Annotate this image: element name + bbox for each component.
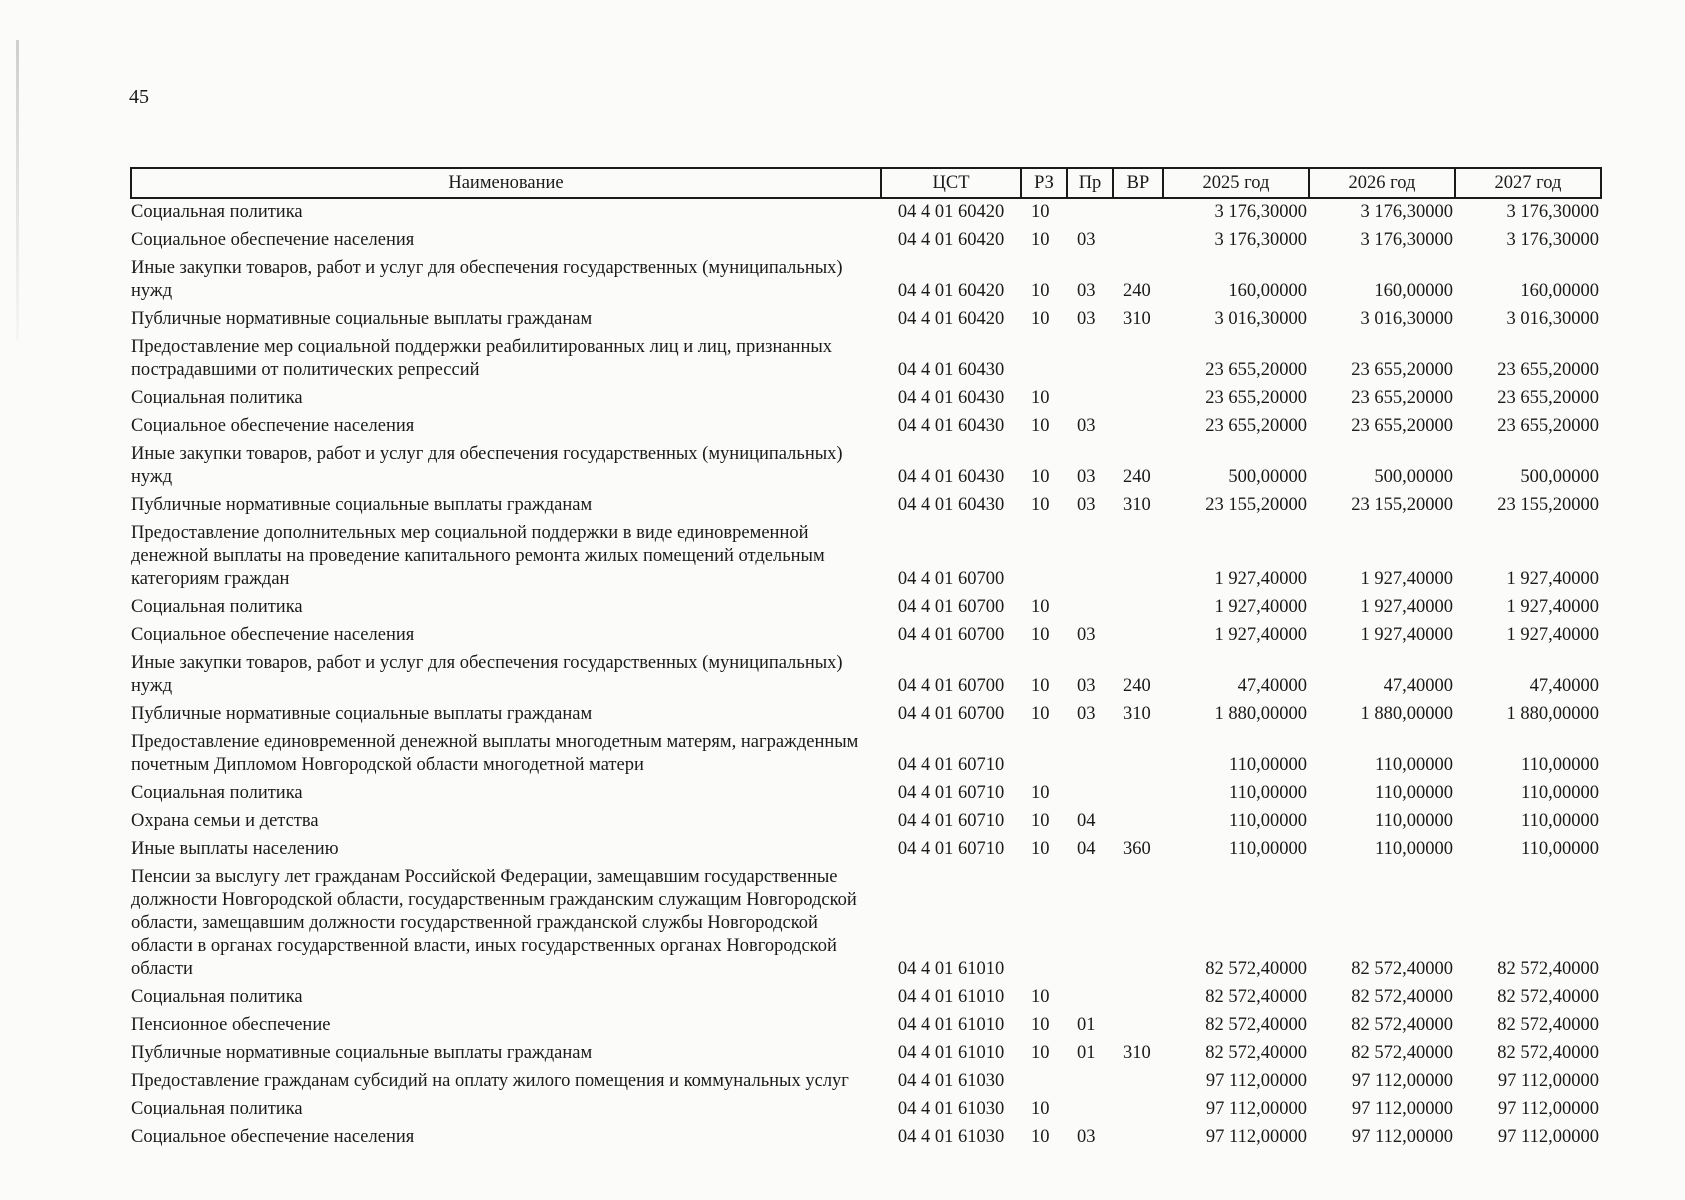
header-2027: 2027 год bbox=[1455, 168, 1601, 198]
row-vr bbox=[1113, 385, 1163, 413]
table-row bbox=[131, 594, 1601, 622]
row-pr bbox=[1067, 198, 1113, 227]
row-cst: 04 4 01 61010 bbox=[897, 959, 1005, 979]
row-vr: 310 bbox=[1123, 1043, 1151, 1063]
header-cst: ЦСТ bbox=[881, 168, 1021, 198]
row-cst: 04 4 01 60430 bbox=[897, 416, 1005, 436]
row-value-2026: 23 655,20000 bbox=[1351, 388, 1453, 408]
row-value-2025: 82 572,40000 bbox=[1205, 1043, 1307, 1063]
row-value-2025: 3 176,30000 bbox=[1214, 230, 1307, 250]
row-rz: 10 bbox=[1031, 416, 1050, 436]
row-cst: 04 4 01 60420 bbox=[897, 309, 1005, 329]
row-vr bbox=[1113, 334, 1163, 385]
row-rz: 10 bbox=[1031, 1127, 1050, 1147]
row-cst: 04 4 01 60700 bbox=[897, 676, 1005, 696]
row-rz: 10 bbox=[1031, 625, 1050, 645]
row-cst: 04 4 01 60430 bbox=[897, 467, 1005, 487]
row-vr: 310 bbox=[1123, 495, 1151, 515]
budget-table bbox=[130, 167, 1602, 1152]
row-cst: 04 4 01 61030 bbox=[897, 1071, 1005, 1091]
row-value-2025: 1 927,40000 bbox=[1214, 569, 1307, 589]
row-value-2026: 82 572,40000 bbox=[1351, 987, 1453, 1007]
row-vr bbox=[1113, 864, 1163, 984]
header-rz: РЗ bbox=[1021, 168, 1067, 198]
row-pr: 01 bbox=[1077, 1043, 1096, 1063]
row-name: Предоставление мер социальной поддержки реабилитированных лиц и лиц, признанных пострадавшими от политических репрессий bbox=[131, 337, 833, 380]
table-row bbox=[131, 441, 1601, 492]
row-vr bbox=[1113, 227, 1163, 255]
row-value-2025: 500,00000 bbox=[1228, 467, 1307, 487]
row-value-2025: 23 155,20000 bbox=[1205, 495, 1307, 515]
table-row bbox=[131, 255, 1601, 306]
row-pr: 04 bbox=[1077, 811, 1096, 831]
row-cst: 04 4 01 60420 bbox=[897, 230, 1005, 250]
row-value-2025: 82 572,40000 bbox=[1205, 1015, 1307, 1035]
row-pr: 03 bbox=[1077, 230, 1096, 250]
row-value-2027: 82 572,40000 bbox=[1497, 1015, 1599, 1035]
row-rz: 10 bbox=[1031, 495, 1050, 515]
row-value-2025: 1 880,00000 bbox=[1214, 704, 1307, 724]
row-vr: 240 bbox=[1123, 281, 1151, 301]
row-value-2027: 97 112,00000 bbox=[1497, 1099, 1599, 1119]
row-pr: 03 bbox=[1077, 495, 1096, 515]
table-row bbox=[131, 1068, 1601, 1096]
row-pr: 03 bbox=[1077, 416, 1096, 436]
row-value-2026: 1 927,40000 bbox=[1360, 597, 1453, 617]
row-value-2026: 1 927,40000 bbox=[1360, 569, 1453, 589]
row-name: Иные закупки товаров, работ и услуг для обеспечения государственных (муниципальных) нужд bbox=[131, 258, 843, 301]
row-value-2027: 1 880,00000 bbox=[1506, 704, 1599, 724]
table-row bbox=[131, 1040, 1601, 1068]
row-value-2025: 23 655,20000 bbox=[1205, 388, 1307, 408]
row-pr bbox=[1067, 984, 1113, 1012]
row-value-2026: 500,00000 bbox=[1374, 467, 1453, 487]
row-rz: 10 bbox=[1031, 1099, 1050, 1119]
row-name: Предоставление дополнительных мер социальной поддержки в виде единовременной денежной выплаты на проведение капитального ремонта жилых помещений отдельным категориям граждан bbox=[131, 523, 825, 589]
row-rz: 10 bbox=[1031, 230, 1050, 250]
row-name: Социальная политика bbox=[131, 987, 303, 1007]
row-vr bbox=[1113, 594, 1163, 622]
row-rz: 10 bbox=[1031, 839, 1050, 859]
row-value-2025: 160,00000 bbox=[1228, 281, 1307, 301]
header-2026: 2026 год bbox=[1309, 168, 1455, 198]
header-name: Наименование bbox=[131, 168, 881, 198]
table-row bbox=[131, 1096, 1601, 1124]
row-vr: 310 bbox=[1123, 704, 1151, 724]
row-value-2026: 1 880,00000 bbox=[1360, 704, 1453, 724]
row-name: Социальная политика bbox=[131, 597, 303, 617]
row-vr bbox=[1113, 729, 1163, 780]
row-cst: 04 4 01 60430 bbox=[897, 495, 1005, 515]
row-value-2025: 23 655,20000 bbox=[1205, 416, 1307, 436]
row-value-2026: 82 572,40000 bbox=[1351, 959, 1453, 979]
row-value-2027: 3 176,30000 bbox=[1506, 230, 1599, 250]
row-rz: 10 bbox=[1031, 1015, 1050, 1035]
row-rz: 10 bbox=[1031, 467, 1050, 487]
table-row bbox=[131, 836, 1601, 864]
row-pr: 03 bbox=[1077, 467, 1096, 487]
row-value-2025: 97 112,00000 bbox=[1205, 1099, 1307, 1119]
row-name: Публичные нормативные социальные выплаты гражданам bbox=[131, 1043, 593, 1063]
row-pr: 03 bbox=[1077, 309, 1096, 329]
row-value-2026: 82 572,40000 bbox=[1351, 1043, 1453, 1063]
table-row bbox=[131, 385, 1601, 413]
row-value-2026: 3 176,30000 bbox=[1360, 202, 1453, 222]
row-value-2027: 23 655,20000 bbox=[1497, 388, 1599, 408]
row-cst: 04 4 01 60420 bbox=[897, 281, 1005, 301]
row-vr bbox=[1113, 413, 1163, 441]
row-value-2027: 160,00000 bbox=[1520, 281, 1599, 301]
row-cst: 04 4 01 60700 bbox=[897, 704, 1005, 724]
row-vr: 240 bbox=[1123, 676, 1151, 696]
row-rz: 10 bbox=[1031, 597, 1050, 617]
row-vr bbox=[1113, 1096, 1163, 1124]
row-name: Социальное обеспечение населения bbox=[131, 230, 415, 250]
row-value-2026: 97 112,00000 bbox=[1351, 1127, 1453, 1147]
row-name: Социальное обеспечение населения bbox=[131, 1127, 415, 1147]
table-row bbox=[131, 808, 1601, 836]
row-value-2026: 97 112,00000 bbox=[1351, 1099, 1453, 1119]
row-pr: 03 bbox=[1077, 676, 1096, 696]
row-value-2025: 1 927,40000 bbox=[1214, 597, 1307, 617]
row-pr bbox=[1067, 729, 1113, 780]
row-pr bbox=[1067, 594, 1113, 622]
row-value-2027: 23 655,20000 bbox=[1497, 416, 1599, 436]
row-rz bbox=[1021, 729, 1067, 780]
row-value-2025: 110,00000 bbox=[1229, 755, 1307, 775]
row-rz: 10 bbox=[1031, 1043, 1050, 1063]
row-value-2026: 23 655,20000 bbox=[1351, 360, 1453, 380]
table-row bbox=[131, 306, 1601, 334]
row-value-2025: 47,40000 bbox=[1237, 676, 1307, 696]
row-value-2025: 23 655,20000 bbox=[1205, 360, 1307, 380]
page-number: 45 bbox=[129, 86, 149, 108]
row-vr: 310 bbox=[1123, 309, 1151, 329]
row-name: Пенсии за выслугу лет гражданам Российской Федерации, замещавшим государственные должности Новгородской области, государственным гражданским служащим Новгородской области, замещавшим должности государственной гражданской службы Новгородской области в органах государственной власти, иных государственных органах Новгородской области bbox=[131, 867, 857, 979]
table-row bbox=[131, 650, 1601, 701]
table-header bbox=[131, 168, 1601, 198]
row-pr bbox=[1067, 780, 1113, 808]
row-name: Социальная политика bbox=[131, 783, 303, 803]
row-value-2027: 82 572,40000 bbox=[1497, 1043, 1599, 1063]
table-row bbox=[131, 227, 1601, 255]
row-value-2026: 110,00000 bbox=[1375, 811, 1453, 831]
row-value-2027: 1 927,40000 bbox=[1506, 569, 1599, 589]
row-value-2025: 82 572,40000 bbox=[1205, 959, 1307, 979]
table-row bbox=[131, 622, 1601, 650]
row-rz: 10 bbox=[1031, 202, 1050, 222]
row-pr: 01 bbox=[1077, 1015, 1096, 1035]
row-value-2025: 3 176,30000 bbox=[1214, 202, 1307, 222]
row-cst: 04 4 01 60710 bbox=[897, 783, 1005, 803]
row-cst: 04 4 01 60700 bbox=[897, 625, 1005, 645]
row-name: Социальная политика bbox=[131, 388, 303, 408]
row-rz bbox=[1021, 864, 1067, 984]
row-value-2025: 110,00000 bbox=[1229, 839, 1307, 859]
row-vr bbox=[1113, 622, 1163, 650]
row-cst: 04 4 01 60700 bbox=[897, 597, 1005, 617]
row-value-2026: 47,40000 bbox=[1383, 676, 1453, 696]
row-name: Иные выплаты населению bbox=[131, 839, 339, 859]
row-cst: 04 4 01 61010 bbox=[897, 987, 1005, 1007]
table-row bbox=[131, 520, 1601, 594]
row-name: Социальная политика bbox=[131, 1099, 303, 1119]
row-pr bbox=[1067, 1068, 1113, 1096]
row-rz: 10 bbox=[1031, 704, 1050, 724]
row-name: Публичные нормативные социальные выплаты гражданам bbox=[131, 309, 593, 329]
row-vr bbox=[1113, 1012, 1163, 1040]
row-value-2027: 82 572,40000 bbox=[1497, 987, 1599, 1007]
row-value-2025: 1 927,40000 bbox=[1214, 625, 1307, 645]
row-value-2025: 110,00000 bbox=[1229, 811, 1307, 831]
row-pr: 04 bbox=[1077, 839, 1096, 859]
row-value-2027: 3 176,30000 bbox=[1506, 202, 1599, 222]
row-value-2026: 3 176,30000 bbox=[1360, 230, 1453, 250]
row-rz: 10 bbox=[1031, 309, 1050, 329]
row-value-2025: 3 016,30000 bbox=[1214, 309, 1307, 329]
row-vr bbox=[1113, 198, 1163, 227]
row-pr bbox=[1067, 1096, 1113, 1124]
row-vr bbox=[1113, 780, 1163, 808]
row-pr: 03 bbox=[1077, 1127, 1096, 1147]
row-rz: 10 bbox=[1031, 676, 1050, 696]
budget-table-container bbox=[130, 167, 1602, 1152]
row-cst: 04 4 01 60710 bbox=[897, 811, 1005, 831]
table-row bbox=[131, 492, 1601, 520]
table-row bbox=[131, 701, 1601, 729]
row-value-2027: 82 572,40000 bbox=[1497, 959, 1599, 979]
row-value-2027: 97 112,00000 bbox=[1497, 1127, 1599, 1147]
table-row bbox=[131, 729, 1601, 780]
table-row bbox=[131, 413, 1601, 441]
row-rz bbox=[1021, 334, 1067, 385]
header-pr: Пр bbox=[1067, 168, 1113, 198]
row-cst: 04 4 01 61010 bbox=[897, 1043, 1005, 1063]
row-value-2027: 1 927,40000 bbox=[1506, 625, 1599, 645]
row-vr bbox=[1113, 808, 1163, 836]
table-row bbox=[131, 1124, 1601, 1152]
row-name: Публичные нормативные социальные выплаты гражданам bbox=[131, 704, 593, 724]
row-name: Предоставление гражданам субсидий на оплату жилого помещения и коммунальных услуг bbox=[131, 1071, 849, 1091]
row-value-2027: 97 112,00000 bbox=[1497, 1071, 1599, 1091]
header-vr: ВР bbox=[1113, 168, 1163, 198]
row-cst: 04 4 01 61010 bbox=[897, 1015, 1005, 1035]
row-value-2026: 3 016,30000 bbox=[1360, 309, 1453, 329]
row-value-2027: 47,40000 bbox=[1529, 676, 1599, 696]
row-name: Социальная политика bbox=[131, 202, 303, 222]
row-name: Социальное обеспечение населения bbox=[131, 416, 415, 436]
row-value-2025: 97 112,00000 bbox=[1205, 1071, 1307, 1091]
table-row bbox=[131, 198, 1601, 227]
row-value-2026: 23 655,20000 bbox=[1351, 416, 1453, 436]
row-cst: 04 4 01 60430 bbox=[897, 388, 1005, 408]
row-name: Социальное обеспечение населения bbox=[131, 625, 415, 645]
row-cst: 04 4 01 60710 bbox=[897, 839, 1005, 859]
row-vr: 240 bbox=[1123, 467, 1151, 487]
row-rz: 10 bbox=[1031, 783, 1050, 803]
row-name: Иные закупки товаров, работ и услуг для обеспечения государственных (муниципальных) нужд bbox=[131, 444, 843, 487]
row-name: Публичные нормативные социальные выплаты гражданам bbox=[131, 495, 593, 515]
row-cst: 04 4 01 61030 bbox=[897, 1127, 1005, 1147]
row-value-2027: 110,00000 bbox=[1521, 839, 1599, 859]
row-value-2025: 97 112,00000 bbox=[1205, 1127, 1307, 1147]
row-pr bbox=[1067, 864, 1113, 984]
row-name: Пенсионное обеспечение bbox=[131, 1015, 331, 1035]
row-value-2027: 110,00000 bbox=[1521, 755, 1599, 775]
row-value-2026: 110,00000 bbox=[1375, 839, 1453, 859]
row-rz: 10 bbox=[1031, 388, 1050, 408]
row-value-2026: 97 112,00000 bbox=[1351, 1071, 1453, 1091]
scan-edge-shadow bbox=[16, 40, 19, 340]
row-pr: 03 bbox=[1077, 281, 1096, 301]
row-rz: 10 bbox=[1031, 987, 1050, 1007]
row-rz: 10 bbox=[1031, 281, 1050, 301]
row-rz bbox=[1021, 1068, 1067, 1096]
row-value-2027: 1 927,40000 bbox=[1506, 597, 1599, 617]
table-row bbox=[131, 1012, 1601, 1040]
row-value-2026: 160,00000 bbox=[1374, 281, 1453, 301]
row-cst: 04 4 01 60710 bbox=[897, 755, 1005, 775]
row-value-2026: 110,00000 bbox=[1375, 783, 1453, 803]
row-value-2027: 110,00000 bbox=[1521, 811, 1599, 831]
row-value-2027: 23 155,20000 bbox=[1497, 495, 1599, 515]
row-pr bbox=[1067, 334, 1113, 385]
row-name: Охрана семьи и детства bbox=[131, 811, 319, 831]
header-row bbox=[131, 168, 1601, 198]
row-value-2026: 110,00000 bbox=[1375, 755, 1453, 775]
row-value-2026: 82 572,40000 bbox=[1351, 1015, 1453, 1035]
row-value-2027: 110,00000 bbox=[1521, 783, 1599, 803]
row-pr: 03 bbox=[1077, 704, 1096, 724]
table-row bbox=[131, 984, 1601, 1012]
header-2025: 2025 год bbox=[1163, 168, 1309, 198]
row-vr bbox=[1113, 984, 1163, 1012]
row-cst: 04 4 01 60430 bbox=[897, 360, 1005, 380]
row-value-2027: 3 016,30000 bbox=[1506, 309, 1599, 329]
row-name: Иные закупки товаров, работ и услуг для обеспечения государственных (муниципальных) нужд bbox=[131, 653, 843, 696]
table-row bbox=[131, 780, 1601, 808]
row-vr bbox=[1113, 520, 1163, 594]
row-vr bbox=[1113, 1068, 1163, 1096]
row-value-2027: 23 655,20000 bbox=[1497, 360, 1599, 380]
row-pr: 03 bbox=[1077, 625, 1096, 645]
row-cst: 04 4 01 60420 bbox=[897, 202, 1005, 222]
table-row bbox=[131, 334, 1601, 385]
row-vr: 360 bbox=[1123, 839, 1151, 859]
row-vr bbox=[1113, 1124, 1163, 1152]
row-pr bbox=[1067, 385, 1113, 413]
row-rz: 10 bbox=[1031, 811, 1050, 831]
row-name: Предоставление единовременной денежной выплаты многодетным матерям, награжденным почетным Дипломом Новгородской области многодетной матери bbox=[131, 732, 859, 775]
row-value-2025: 110,00000 bbox=[1229, 783, 1307, 803]
table-body bbox=[131, 198, 1601, 1152]
row-cst: 04 4 01 61030 bbox=[897, 1099, 1005, 1119]
row-cst: 04 4 01 60700 bbox=[897, 569, 1005, 589]
row-value-2027: 500,00000 bbox=[1520, 467, 1599, 487]
table-row bbox=[131, 864, 1601, 984]
row-pr bbox=[1067, 520, 1113, 594]
row-value-2026: 23 155,20000 bbox=[1351, 495, 1453, 515]
row-rz bbox=[1021, 520, 1067, 594]
row-value-2025: 82 572,40000 bbox=[1205, 987, 1307, 1007]
row-value-2026: 1 927,40000 bbox=[1360, 625, 1453, 645]
